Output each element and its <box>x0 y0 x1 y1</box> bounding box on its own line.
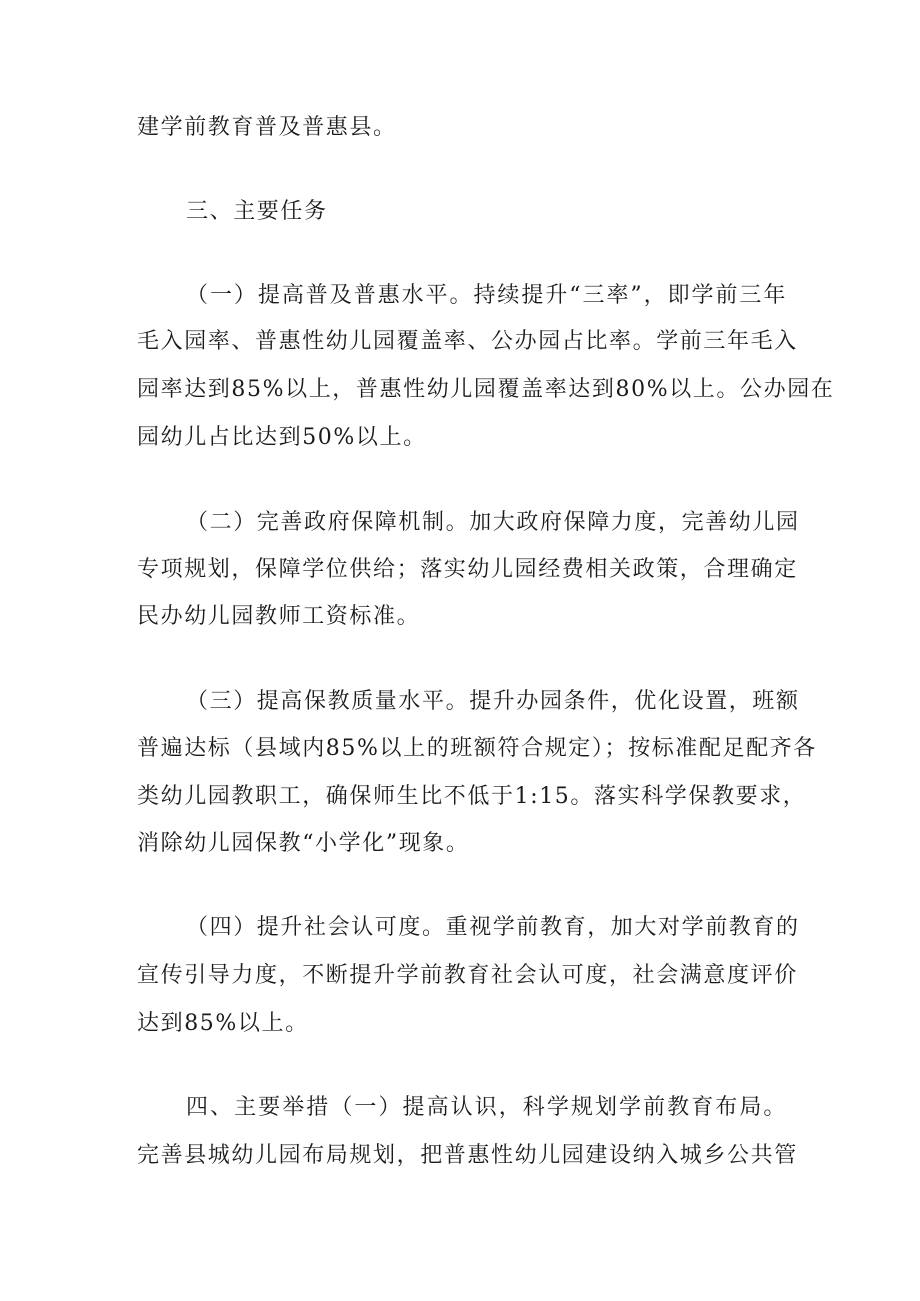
text-line-12: 类幼儿园教职工，确保师生比不低于1:15。落实科学保教要求， <box>137 784 807 809</box>
text-line-10: （三）提高保教质量水平。提升办园条件，优化设置，班额 <box>186 689 800 714</box>
text-line-9: 民办幼儿园教师工资标准。 <box>137 604 421 629</box>
text-line-15: 宣传引导力度，不断提升学前教育社会认可度，社会满意度评价 <box>137 963 798 988</box>
text-line-1: 建学前教育普及普惠县。 <box>137 115 397 140</box>
text-line-11: 普遍达标（县域内85%以上的班额符合规定）；按标准配足配齐各 <box>137 736 817 761</box>
text-line-7: （二）完善政府保障机制。加大政府保障力度，完善幼儿园 <box>186 510 800 535</box>
text-line-18: 完善县城幼儿园布局规划，把普惠性幼儿园建设纳入城乡公共管 <box>137 1143 798 1168</box>
text-line-8: 专项规划，保障学位供给；落实幼儿园经费相关政策，合理确定 <box>137 557 798 582</box>
section-heading-measures: 四、主要举措（一）提高认识，科学规划学前教育布局。 <box>186 1095 787 1120</box>
text-line-4: 毛入园率、普惠性幼儿园覆盖率、公办园占比率。学前三年毛入 <box>137 329 798 354</box>
text-line-14: （四）提升社会认可度。重视学前教育，加大对学前教育的 <box>186 915 800 940</box>
text-line-6: 园幼儿占比达到50%以上。 <box>137 425 427 450</box>
text-line-5: 园率达到85%以上，普惠性幼儿园覆盖率达到80%以上。公办园在 <box>137 377 835 402</box>
text-line-3: （一）提高普及普惠水平。持续提升“三率”，即学前三年 <box>186 283 787 308</box>
section-heading-tasks: 三、主要任务 <box>186 199 328 224</box>
text-line-16: 达到85%以上。 <box>137 1011 309 1036</box>
text-line-13: 消除幼儿园保教“小学化”现象。 <box>137 831 470 856</box>
